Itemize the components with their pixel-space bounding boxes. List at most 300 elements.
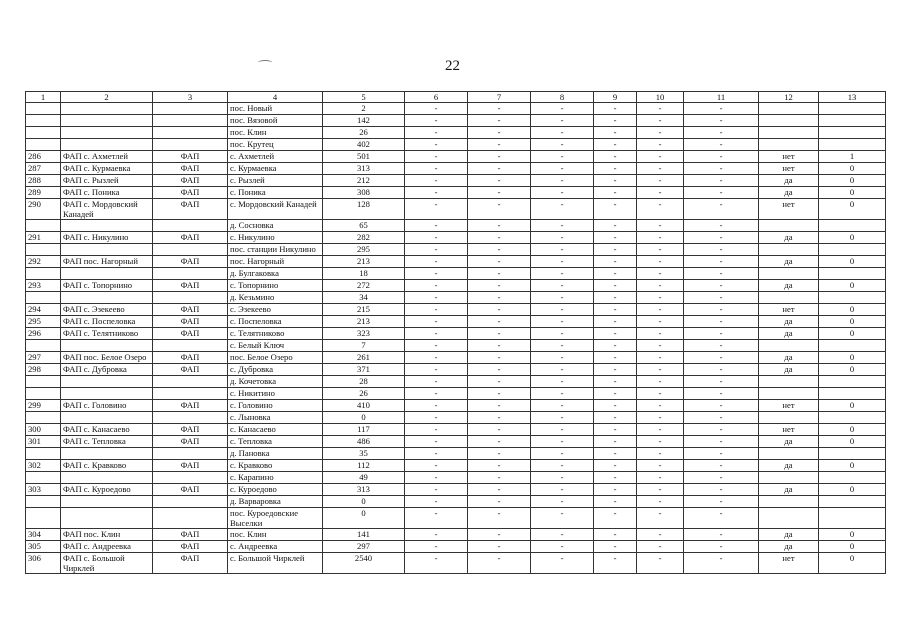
empty-dash: - <box>531 400 594 412</box>
availability <box>759 244 819 256</box>
table-row <box>26 244 886 256</box>
availability <box>759 292 819 304</box>
empty-dash: - <box>684 256 759 268</box>
availability: нет <box>759 400 819 412</box>
table-row <box>26 496 886 508</box>
count <box>819 412 886 424</box>
empty-dash: - <box>684 232 759 244</box>
empty-dash: - <box>594 376 637 388</box>
settlement-name: с. Кравково <box>228 460 323 472</box>
count: 0 <box>819 232 886 244</box>
empty-dash: - <box>637 352 684 364</box>
empty-dash: - <box>594 508 637 529</box>
availability <box>759 127 819 139</box>
empty-dash: - <box>594 472 637 484</box>
empty-dash: - <box>684 436 759 448</box>
empty-dash: - <box>531 541 594 553</box>
empty-dash: - <box>531 328 594 340</box>
settlement-name: с. Куроедово <box>228 484 323 496</box>
population: 141 <box>323 529 405 541</box>
table-row <box>26 199 886 220</box>
empty-dash: - <box>637 340 684 352</box>
facility-name <box>61 448 153 460</box>
table-row <box>26 472 886 484</box>
empty-dash: - <box>684 292 759 304</box>
population: 261 <box>323 352 405 364</box>
empty-dash: - <box>405 529 468 541</box>
empty-dash: - <box>405 424 468 436</box>
row-number <box>26 472 61 484</box>
empty-dash: - <box>684 424 759 436</box>
settlement-name: с. Мордовский Канадей <box>228 199 323 220</box>
empty-dash: - <box>637 304 684 316</box>
empty-dash: - <box>405 220 468 232</box>
count <box>819 115 886 127</box>
facility-name <box>61 139 153 151</box>
empty-dash: - <box>637 220 684 232</box>
settlement-name: с. Поспеловка <box>228 316 323 328</box>
empty-dash: - <box>531 352 594 364</box>
availability: да <box>759 187 819 199</box>
settlement-name: с. Ахметлей <box>228 151 323 163</box>
table-row <box>26 292 886 304</box>
availability <box>759 220 819 232</box>
row-number <box>26 496 61 508</box>
count <box>819 244 886 256</box>
empty-dash: - <box>637 376 684 388</box>
population: 486 <box>323 436 405 448</box>
empty-dash: - <box>531 364 594 376</box>
facility-type: ФАП <box>153 352 228 364</box>
empty-dash: - <box>531 460 594 472</box>
facility-type: ФАП <box>153 364 228 376</box>
empty-dash: - <box>405 553 468 574</box>
empty-dash: - <box>594 541 637 553</box>
count: 0 <box>819 328 886 340</box>
empty-dash: - <box>405 115 468 127</box>
empty-dash: - <box>405 292 468 304</box>
population: 128 <box>323 199 405 220</box>
empty-dash: - <box>468 103 531 115</box>
empty-dash: - <box>637 244 684 256</box>
row-number: 305 <box>26 541 61 553</box>
empty-dash: - <box>468 508 531 529</box>
column-header: 5 <box>323 92 405 103</box>
settlement-name: пос. станции Никулино <box>228 244 323 256</box>
empty-dash: - <box>531 553 594 574</box>
empty-dash: - <box>594 175 637 187</box>
table-row <box>26 436 886 448</box>
empty-dash: - <box>531 316 594 328</box>
availability <box>759 472 819 484</box>
empty-dash: - <box>637 364 684 376</box>
facility-type: ФАП <box>153 187 228 199</box>
availability <box>759 139 819 151</box>
count: 0 <box>819 280 886 292</box>
row-number <box>26 127 61 139</box>
empty-dash: - <box>684 412 759 424</box>
population: 2540 <box>323 553 405 574</box>
facility-name: ФАП с. Рызлей <box>61 175 153 187</box>
row-number: 296 <box>26 328 61 340</box>
empty-dash: - <box>637 151 684 163</box>
empty-dash: - <box>405 268 468 280</box>
table-row <box>26 553 886 574</box>
empty-dash: - <box>637 388 684 400</box>
empty-dash: - <box>637 292 684 304</box>
empty-dash: - <box>684 460 759 472</box>
empty-dash: - <box>468 127 531 139</box>
table-row <box>26 484 886 496</box>
table-row <box>26 115 886 127</box>
population: 371 <box>323 364 405 376</box>
empty-dash: - <box>594 448 637 460</box>
empty-dash: - <box>637 529 684 541</box>
empty-dash: - <box>468 388 531 400</box>
facility-type <box>153 376 228 388</box>
empty-dash: - <box>594 364 637 376</box>
empty-dash: - <box>531 280 594 292</box>
settlement-name: пос. Белое Озеро <box>228 352 323 364</box>
empty-dash: - <box>594 127 637 139</box>
table-row <box>26 424 886 436</box>
empty-dash: - <box>637 103 684 115</box>
row-number <box>26 412 61 424</box>
empty-dash: - <box>594 292 637 304</box>
availability: да <box>759 460 819 472</box>
population: 410 <box>323 400 405 412</box>
population: 0 <box>323 508 405 529</box>
empty-dash: - <box>468 436 531 448</box>
row-number <box>26 139 61 151</box>
empty-dash: - <box>594 496 637 508</box>
facility-type <box>153 292 228 304</box>
empty-dash: - <box>684 151 759 163</box>
facility-type: ФАП <box>153 460 228 472</box>
empty-dash: - <box>405 232 468 244</box>
empty-dash: - <box>637 448 684 460</box>
facility-name: ФАП с. Эзекеево <box>61 304 153 316</box>
table-row <box>26 139 886 151</box>
empty-dash: - <box>684 304 759 316</box>
empty-dash: - <box>637 472 684 484</box>
column-header: 10 <box>637 92 684 103</box>
row-number: 290 <box>26 199 61 220</box>
table-row <box>26 175 886 187</box>
empty-dash: - <box>468 139 531 151</box>
facility-type: ФАП <box>153 529 228 541</box>
empty-dash: - <box>684 448 759 460</box>
table-row <box>26 163 886 175</box>
table-row <box>26 400 886 412</box>
facility-type <box>153 340 228 352</box>
population: 272 <box>323 280 405 292</box>
facility-name: ФАП с. Курмаевка <box>61 163 153 175</box>
settlement-name: д. Кочетовка <box>228 376 323 388</box>
facility-type <box>153 115 228 127</box>
population: 49 <box>323 472 405 484</box>
empty-dash: - <box>594 352 637 364</box>
population: 26 <box>323 127 405 139</box>
empty-dash: - <box>531 388 594 400</box>
empty-dash: - <box>468 316 531 328</box>
facility-name <box>61 103 153 115</box>
empty-dash: - <box>684 364 759 376</box>
facility-name: ФАП с. Канасаево <box>61 424 153 436</box>
settlement-name: с. Карапино <box>228 472 323 484</box>
empty-dash: - <box>531 232 594 244</box>
empty-dash: - <box>531 448 594 460</box>
empty-dash: - <box>405 352 468 364</box>
empty-dash: - <box>405 187 468 199</box>
settlement-name: с. Эзекеево <box>228 304 323 316</box>
table-row <box>26 388 886 400</box>
count: 0 <box>819 541 886 553</box>
table-row <box>26 448 886 460</box>
settlement-name: с. Поника <box>228 187 323 199</box>
row-number <box>26 448 61 460</box>
facility-type <box>153 139 228 151</box>
empty-dash: - <box>531 256 594 268</box>
empty-dash: - <box>468 448 531 460</box>
empty-dash: - <box>531 529 594 541</box>
empty-dash: - <box>531 376 594 388</box>
empty-dash: - <box>594 256 637 268</box>
facility-name: ФАП с. Топорнино <box>61 280 153 292</box>
row-number: 299 <box>26 400 61 412</box>
empty-dash: - <box>405 175 468 187</box>
empty-dash: - <box>684 496 759 508</box>
empty-dash: - <box>684 268 759 280</box>
facility-name <box>61 244 153 256</box>
availability <box>759 340 819 352</box>
facility-type: ФАП <box>153 151 228 163</box>
availability: да <box>759 436 819 448</box>
empty-dash: - <box>468 256 531 268</box>
settlement-name: пос. Клин <box>228 529 323 541</box>
empty-dash: - <box>468 292 531 304</box>
settlement-name: д. Сосновка <box>228 220 323 232</box>
empty-dash: - <box>637 139 684 151</box>
empty-dash: - <box>531 175 594 187</box>
empty-dash: - <box>594 163 637 175</box>
empty-dash: - <box>684 400 759 412</box>
empty-dash: - <box>684 103 759 115</box>
settlement-name: с. Белый Ключ <box>228 340 323 352</box>
empty-dash: - <box>468 484 531 496</box>
facility-name <box>61 412 153 424</box>
empty-dash: - <box>468 232 531 244</box>
count: 0 <box>819 199 886 220</box>
empty-dash: - <box>405 103 468 115</box>
empty-dash: - <box>405 244 468 256</box>
row-number: 291 <box>26 232 61 244</box>
empty-dash: - <box>405 139 468 151</box>
empty-dash: - <box>468 187 531 199</box>
empty-dash: - <box>405 388 468 400</box>
empty-dash: - <box>684 328 759 340</box>
population: 313 <box>323 484 405 496</box>
empty-dash: - <box>405 127 468 139</box>
table-row <box>26 187 886 199</box>
availability: нет <box>759 199 819 220</box>
table-row <box>26 127 886 139</box>
empty-dash: - <box>594 388 637 400</box>
table-row <box>26 280 886 292</box>
empty-dash: - <box>637 187 684 199</box>
empty-dash: - <box>468 199 531 220</box>
column-header: 8 <box>531 92 594 103</box>
empty-dash: - <box>405 256 468 268</box>
empty-dash: - <box>468 472 531 484</box>
empty-dash: - <box>637 400 684 412</box>
column-header: 13 <box>819 92 886 103</box>
empty-dash: - <box>594 412 637 424</box>
settlement-name: д. Булгаковка <box>228 268 323 280</box>
population: 0 <box>323 412 405 424</box>
settlement-name: с. Канасаево <box>228 424 323 436</box>
empty-dash: - <box>531 268 594 280</box>
empty-dash: - <box>405 280 468 292</box>
row-number <box>26 508 61 529</box>
availability: нет <box>759 163 819 175</box>
row-number <box>26 220 61 232</box>
settlement-name: пос. Новый <box>228 103 323 115</box>
row-number: 292 <box>26 256 61 268</box>
facility-type <box>153 508 228 529</box>
table-row <box>26 151 886 163</box>
count: 1 <box>819 151 886 163</box>
empty-dash: - <box>405 400 468 412</box>
availability: да <box>759 256 819 268</box>
population: 323 <box>323 328 405 340</box>
empty-dash: - <box>637 553 684 574</box>
table-row <box>26 376 886 388</box>
facility-name <box>61 388 153 400</box>
facility-name <box>61 115 153 127</box>
table-row <box>26 541 886 553</box>
population: 112 <box>323 460 405 472</box>
facility-type <box>153 103 228 115</box>
facility-name: ФАП с. Головино <box>61 400 153 412</box>
population: 34 <box>323 292 405 304</box>
facility-name: ФАП с. Ахметлей <box>61 151 153 163</box>
facility-type: ФАП <box>153 424 228 436</box>
empty-dash: - <box>468 151 531 163</box>
count: 0 <box>819 187 886 199</box>
empty-dash: - <box>637 115 684 127</box>
population: 501 <box>323 151 405 163</box>
facility-type <box>153 388 228 400</box>
empty-dash: - <box>684 316 759 328</box>
empty-dash: - <box>531 472 594 484</box>
table-row <box>26 232 886 244</box>
empty-dash: - <box>637 412 684 424</box>
empty-dash: - <box>637 268 684 280</box>
empty-dash: - <box>637 508 684 529</box>
column-header: 9 <box>594 92 637 103</box>
facility-name: ФАП пос. Клин <box>61 529 153 541</box>
count: 0 <box>819 175 886 187</box>
settlement-name: с. Рызлей <box>228 175 323 187</box>
facility-type: ФАП <box>153 199 228 220</box>
settlement-name: пос. Куроедовские Выселки <box>228 508 323 529</box>
facility-name <box>61 127 153 139</box>
row-number <box>26 244 61 256</box>
population: 282 <box>323 232 405 244</box>
count <box>819 292 886 304</box>
facility-type <box>153 244 228 256</box>
empty-dash: - <box>531 484 594 496</box>
empty-dash: - <box>684 199 759 220</box>
count: 0 <box>819 400 886 412</box>
empty-dash: - <box>468 220 531 232</box>
row-number: 286 <box>26 151 61 163</box>
empty-dash: - <box>594 151 637 163</box>
facility-name: ФАП с. Телятниково <box>61 328 153 340</box>
empty-dash: - <box>531 436 594 448</box>
empty-dash: - <box>684 376 759 388</box>
count <box>819 472 886 484</box>
population: 0 <box>323 496 405 508</box>
empty-dash: - <box>405 151 468 163</box>
row-number: 306 <box>26 553 61 574</box>
facility-type: ФАП <box>153 163 228 175</box>
count <box>819 496 886 508</box>
settlement-name: с. Головино <box>228 400 323 412</box>
availability: нет <box>759 151 819 163</box>
empty-dash: - <box>468 541 531 553</box>
row-number: 289 <box>26 187 61 199</box>
count: 0 <box>819 436 886 448</box>
count: 0 <box>819 304 886 316</box>
table-row <box>26 529 886 541</box>
population: 308 <box>323 187 405 199</box>
empty-dash: - <box>594 187 637 199</box>
settlement-name: д. Варваровка <box>228 496 323 508</box>
empty-dash: - <box>405 199 468 220</box>
settlement-name: пос. Вязовой <box>228 115 323 127</box>
empty-dash: - <box>594 316 637 328</box>
count <box>819 103 886 115</box>
facility-type <box>153 472 228 484</box>
empty-dash: - <box>594 220 637 232</box>
empty-dash: - <box>637 280 684 292</box>
empty-dash: - <box>405 472 468 484</box>
population: 18 <box>323 268 405 280</box>
empty-dash: - <box>405 364 468 376</box>
availability <box>759 268 819 280</box>
empty-dash: - <box>594 553 637 574</box>
empty-dash: - <box>405 484 468 496</box>
empty-dash: - <box>684 163 759 175</box>
column-header: 3 <box>153 92 228 103</box>
empty-dash: - <box>684 553 759 574</box>
availability <box>759 388 819 400</box>
facility-name <box>61 496 153 508</box>
count: 0 <box>819 460 886 472</box>
table-row <box>26 103 886 115</box>
facility-name <box>61 292 153 304</box>
empty-dash: - <box>531 115 594 127</box>
empty-dash: - <box>684 388 759 400</box>
availability: да <box>759 280 819 292</box>
empty-dash: - <box>531 412 594 424</box>
count <box>819 220 886 232</box>
facility-type: ФАП <box>153 256 228 268</box>
facility-table <box>25 91 886 574</box>
empty-dash: - <box>594 199 637 220</box>
